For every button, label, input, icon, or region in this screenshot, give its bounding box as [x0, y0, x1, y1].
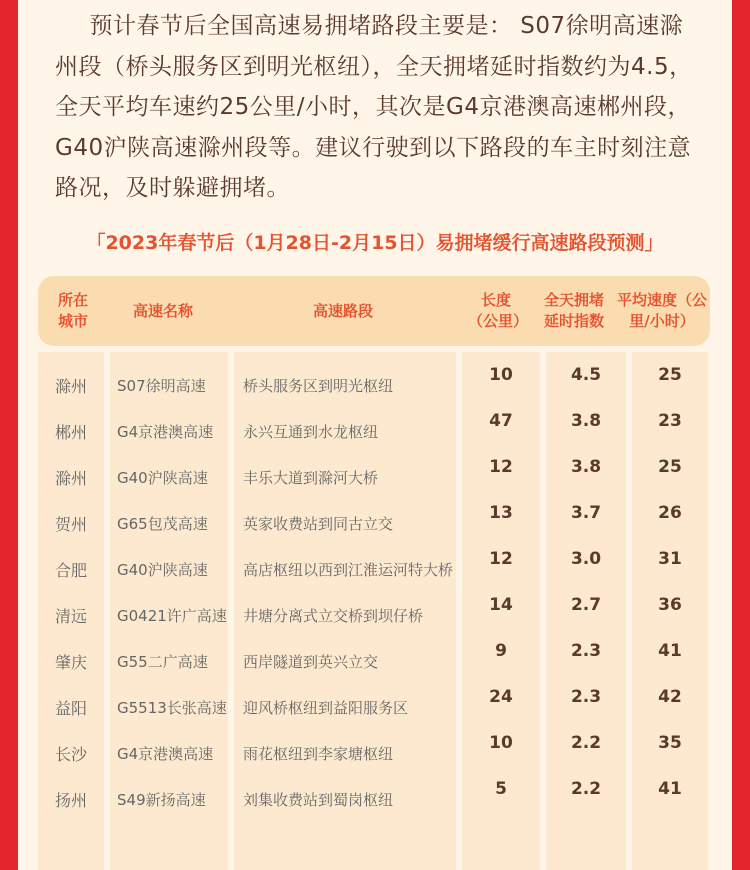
table-row [0, 586, 750, 632]
cell-road-section: 桥头服务区到明光枢纽 [243, 376, 394, 395]
cell-length: 5 [495, 779, 507, 799]
cell-average-speed: 35 [658, 733, 682, 753]
cell-delay-index: 3.8 [570, 411, 602, 431]
cell-delay-index: 3.8 [570, 457, 602, 477]
cell-city: 贺州 [54, 514, 87, 534]
cell-road-section: 雨花枢纽到李家塘枢纽 [243, 744, 394, 763]
header-road: 高速路段 [312, 301, 373, 320]
cell-average-speed: 42 [658, 687, 682, 707]
cell-average-speed: 31 [658, 549, 682, 569]
table-row [0, 402, 750, 448]
cell-city: 扬州 [54, 790, 87, 810]
cell-highway-name: G40沪陕高速 [117, 560, 208, 579]
cell-highway-name: G40沪陕高速 [117, 468, 208, 487]
cell-length: 14 [489, 595, 513, 615]
cell-delay-index: 2.2 [570, 779, 602, 799]
cell-delay-index: 2.7 [570, 595, 602, 615]
intro-paragraph: 预计春节后全国高速易拥堵路段主要是： S07徐明高速滁州段（桥头服务区到明光枢纽），全天拥堵延时指数约为4.5，全天平均车速约25公里/小时，其次是G4京港澳高速郴州段，G40沪陕高速滁州段等。建议行驶到以下路段的车主时刻注意路况，及时躲避拥堵。 [55, 13, 693, 201]
cell-length: 9 [495, 641, 507, 661]
cell-road-section: 丰乐大道到滁河大桥 [243, 468, 379, 487]
cell-highway-name: G0421许广高速 [117, 606, 227, 625]
cell-length: 47 [489, 411, 513, 431]
cell-road-section: 井塘分离式立交桥到坝仔桥 [243, 606, 424, 625]
header-index: 全天拥堵延时指数 [543, 291, 604, 330]
cell-road-section: 西岸隧道到英兴立交 [243, 652, 379, 671]
table-row [0, 632, 750, 678]
table-row [0, 724, 750, 770]
cell-length: 10 [489, 733, 513, 753]
cell-city: 滁州 [54, 468, 87, 488]
cell-delay-index: 3.0 [570, 549, 602, 569]
cell-highway-name: G4京港澳高速 [117, 744, 214, 763]
cell-city: 清远 [54, 606, 87, 626]
cell-highway-name: G65包茂高速 [117, 514, 208, 533]
cell-city: 肇庆 [54, 652, 87, 672]
cell-city: 滁州 [54, 376, 87, 396]
cell-city: 长沙 [54, 744, 87, 764]
table-row [0, 494, 750, 540]
cell-length: 13 [489, 503, 513, 523]
table-row [0, 770, 750, 816]
cell-length: 24 [489, 687, 513, 707]
cell-road-section: 刘集收费站到蜀岗枢纽 [243, 790, 394, 809]
table-row [0, 356, 750, 402]
header-name: 高速名称 [132, 301, 193, 320]
cell-length: 12 [489, 549, 513, 569]
cell-highway-name: G55二广高速 [117, 652, 208, 671]
cell-average-speed: 41 [658, 641, 682, 661]
table-row [0, 448, 750, 494]
cell-average-speed: 25 [658, 365, 682, 385]
header-city: 所在城市 [57, 291, 88, 330]
cell-length: 10 [489, 365, 513, 385]
cell-city: 郴州 [54, 422, 87, 442]
cell-road-section: 高店枢纽以西到江淮运河特大桥 [243, 560, 454, 579]
cell-delay-index: 2.3 [570, 641, 602, 661]
cell-city: 益阳 [54, 698, 87, 718]
cell-highway-name: G4京港澳高速 [117, 422, 214, 441]
table-row [0, 540, 750, 586]
cell-delay-index: 4.5 [570, 365, 602, 385]
cell-road-section: 永兴互通到水龙枢纽 [243, 422, 379, 441]
table-title: 「2023年春节后（1月28日-2月15日）易拥堵缓行高速路段预测」 [86, 232, 664, 254]
header-length: 长度（公里） [468, 291, 529, 330]
cell-average-speed: 41 [658, 779, 682, 799]
cell-highway-name: G5513长张高速 [117, 698, 227, 717]
table-row [0, 678, 750, 724]
header-speed: 平均速度（公里/小时） [616, 291, 707, 330]
cell-average-speed: 23 [658, 411, 682, 431]
cell-average-speed: 26 [658, 503, 682, 523]
cell-city: 合肥 [54, 560, 87, 580]
cell-delay-index: 2.3 [570, 687, 602, 707]
cell-highway-name: S49新扬高速 [117, 790, 206, 809]
cell-average-speed: 36 [658, 595, 682, 615]
table-header [38, 276, 710, 346]
cell-average-speed: 25 [658, 457, 682, 477]
cell-length: 12 [489, 457, 513, 477]
cell-delay-index: 3.7 [570, 503, 602, 523]
cell-road-section: 迎风桥枢纽到益阳服务区 [243, 698, 409, 717]
cell-delay-index: 2.2 [570, 733, 602, 753]
cell-road-section: 英家收费站到同古立交 [243, 514, 394, 533]
cell-highway-name: S07徐明高速 [117, 376, 206, 395]
